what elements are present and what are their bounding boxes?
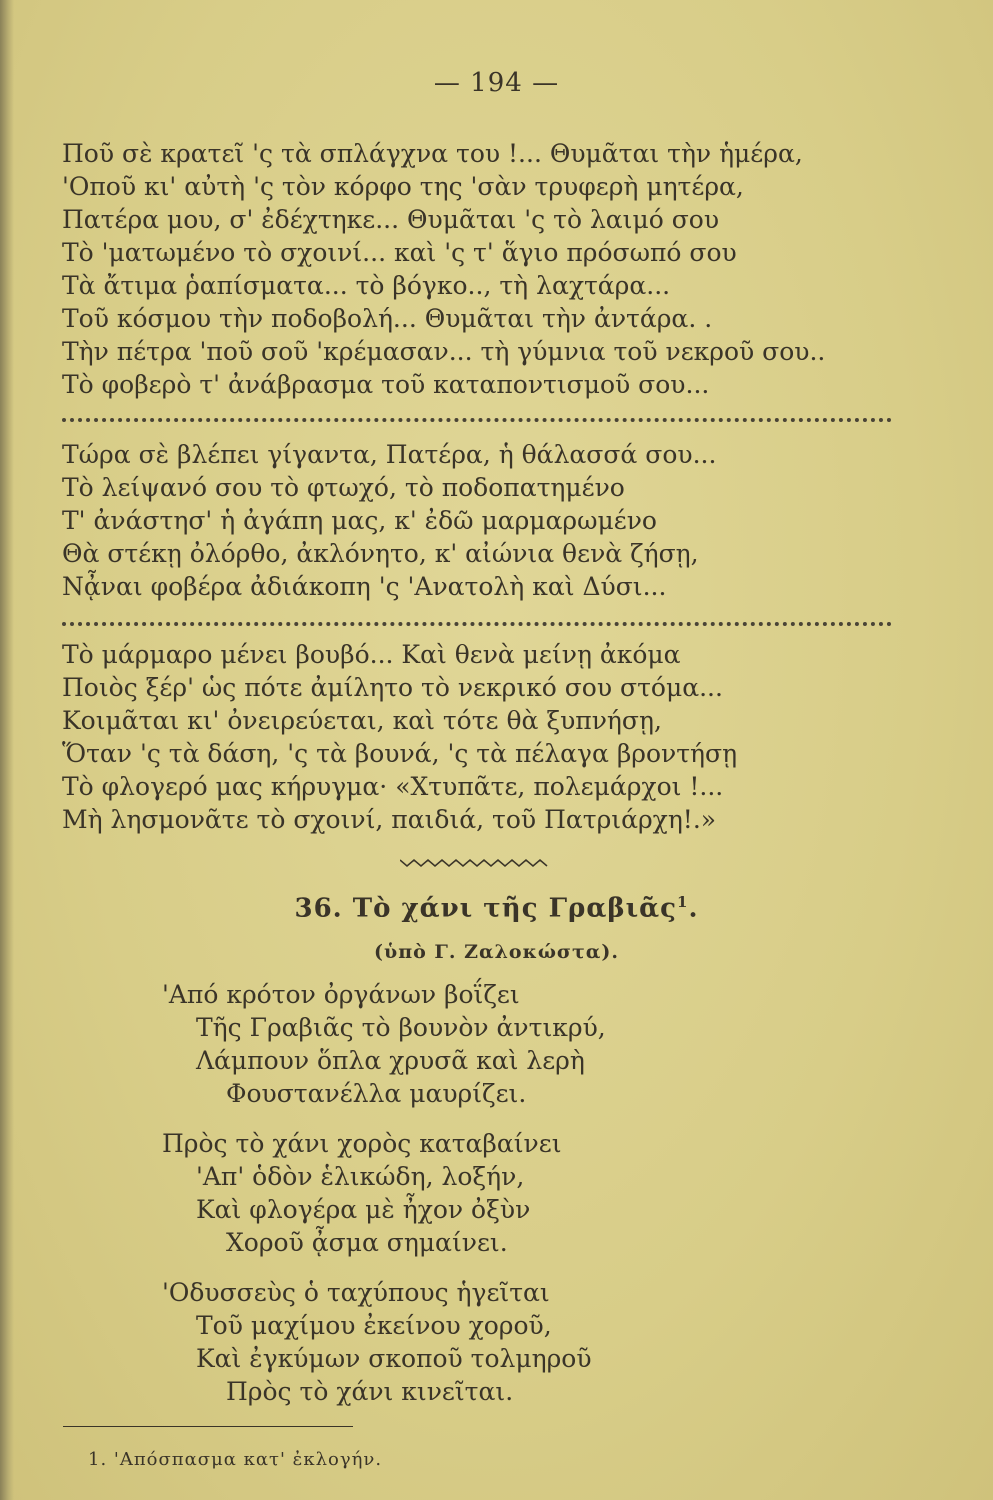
poem-title-end: . xyxy=(688,893,699,924)
poem-line: Φουστανέλλα μαυρίζει. xyxy=(226,1079,527,1108)
poem-line: 'Οποῦ κι' αὐτὴ 'ς τὸν κόρφο της 'σὰν τρυφερὴ μητέρα, xyxy=(62,172,744,201)
poem-line: Χοροῦ ᾆσμα σημαίνει. xyxy=(226,1228,508,1257)
poem-author: (ὑπὸ Γ. Ζαλοκώστα). xyxy=(374,941,619,963)
poem-line: Πρὸς τὸ χάνι κινεῖται. xyxy=(226,1377,514,1406)
poem-line: Τὸ φλογερό μας κήρυγμα· «Χτυπᾶτε, πολεμάρχοι !... xyxy=(62,772,724,801)
footnote-mark: 1 xyxy=(677,893,689,911)
poem-line: 'Από κρότον ὀργάνων βοΐζει xyxy=(162,980,520,1009)
poem-line: Καὶ φλογέρα μὲ ἦχον ὀξὺν xyxy=(196,1195,531,1224)
poem-line: 'Απ' ὁδὸν ἑλικώδη, λοξήν, xyxy=(196,1162,525,1191)
poem-line: Τὸ φοβερὸ τ' ἀνάβρασμα τοῦ καταποντισμοῦ σου... xyxy=(62,370,710,399)
page-number: — 194 — xyxy=(433,68,560,98)
poem-line: Τὰ ἄτιμα ῥαπίσματα... τὸ βόγκο.., τὴ λαχτάρα... xyxy=(62,271,671,300)
poem-line: Ποιὸς ξέρ' ὡς πότε ἀμίλητο τὸ νεκρικό σου στόμα... xyxy=(62,673,723,702)
footnote-rule xyxy=(63,1426,353,1427)
poem-line: Νᾆναι φοβέρα ἀδιάκοπη 'ς 'Ανατολὴ καὶ Δύσι... xyxy=(62,572,667,601)
poem-line: Τὸ μάρμαρο μένει βουβό... Καὶ θενὰ μείνῃ ἀκόμα xyxy=(62,640,681,669)
poem-line: Τῆς Γραβιᾶς τὸ βουνὸν ἀντικρύ, xyxy=(196,1013,606,1042)
poem-line: Μὴ λησμονᾶτε τὸ σχοινί, παιδιά, τοῦ Πατριάρχη!.» xyxy=(62,805,717,834)
poem-line: Πατέρα μου, σ' ἐδέχτηκε... Θυμᾶται 'ς τὸ λαιμό σου xyxy=(62,205,720,234)
poem-line: Τοῦ μαχίμου ἐκείνου χοροῦ, xyxy=(196,1311,552,1340)
footnote: 1. 'Απόσπασμα κατ' ἐκλογήν. xyxy=(88,1449,383,1470)
poem-line: Τοῦ κόσμου τὴν ποδοβολή... Θυμᾶται τὴν ἀντάρα. . xyxy=(62,304,713,333)
poem-line: Ποῦ σὲ κρατεῖ 'ς τὰ σπλάγχνα του !... Θυμᾶται τὴν ἡμέρα, xyxy=(62,139,803,168)
poem-heading xyxy=(0,893,993,924)
poem-line: Ὅταν 'ς τὰ δάση, 'ς τὰ βουνά, 'ς τὰ πέλαγα βροντήσῃ xyxy=(62,739,738,768)
poem-line: Θὰ στέκῃ ὀλόρθο, ἀκλόνητο, κ' αἰώνια θενὰ ζήσῃ, xyxy=(62,539,699,568)
poem-line: Κοιμᾶται κι' ὀνειρεύεται, καὶ τότε θὰ ξυπνήσῃ, xyxy=(62,706,662,735)
poem-line: Τ' ἀνάστησ' ἡ ἀγάπη μας, κ' ἐδῶ μαρμαρωμένο xyxy=(62,506,657,535)
poem-line: Τὸ λείψανό σου τὸ φτωχό, τὸ ποδοπατημένο xyxy=(62,473,625,502)
poem-line: Τὸ 'ματωμένο τὸ σχοινί... καὶ 'ς τ' ἅγιο πρόσωπό σου xyxy=(62,238,737,267)
dotted-separator xyxy=(62,418,892,426)
poem-title: 36. Τὸ χάνι τῆς Γραβιᾶς xyxy=(294,893,678,924)
poem-line: 'Οδυσσεὺς ὁ ταχύπους ἡγεῖται xyxy=(162,1278,550,1307)
wavy-ornament xyxy=(400,856,550,870)
page-spine-shadow xyxy=(0,0,14,1500)
poem-line: Τώρα σὲ βλέπει γίγαντα, Πατέρα, ἡ θάλασσά σου... xyxy=(62,440,717,469)
poem-line: Πρὸς τὸ χάνι χορὸς καταβαίνει xyxy=(162,1129,562,1158)
poem-line: Τὴν πέτρα 'ποῦ σοῦ 'κρέμασαν... τὴ γύμνια τοῦ νεκροῦ σου.. xyxy=(62,337,826,366)
poem-line: Καὶ ἐγκύμων σκοποῦ τολμηροῦ xyxy=(196,1344,592,1373)
dotted-separator xyxy=(62,622,892,630)
poem-line: Λάμπουν ὅπλα χρυσᾶ καὶ λερὴ xyxy=(196,1046,585,1075)
